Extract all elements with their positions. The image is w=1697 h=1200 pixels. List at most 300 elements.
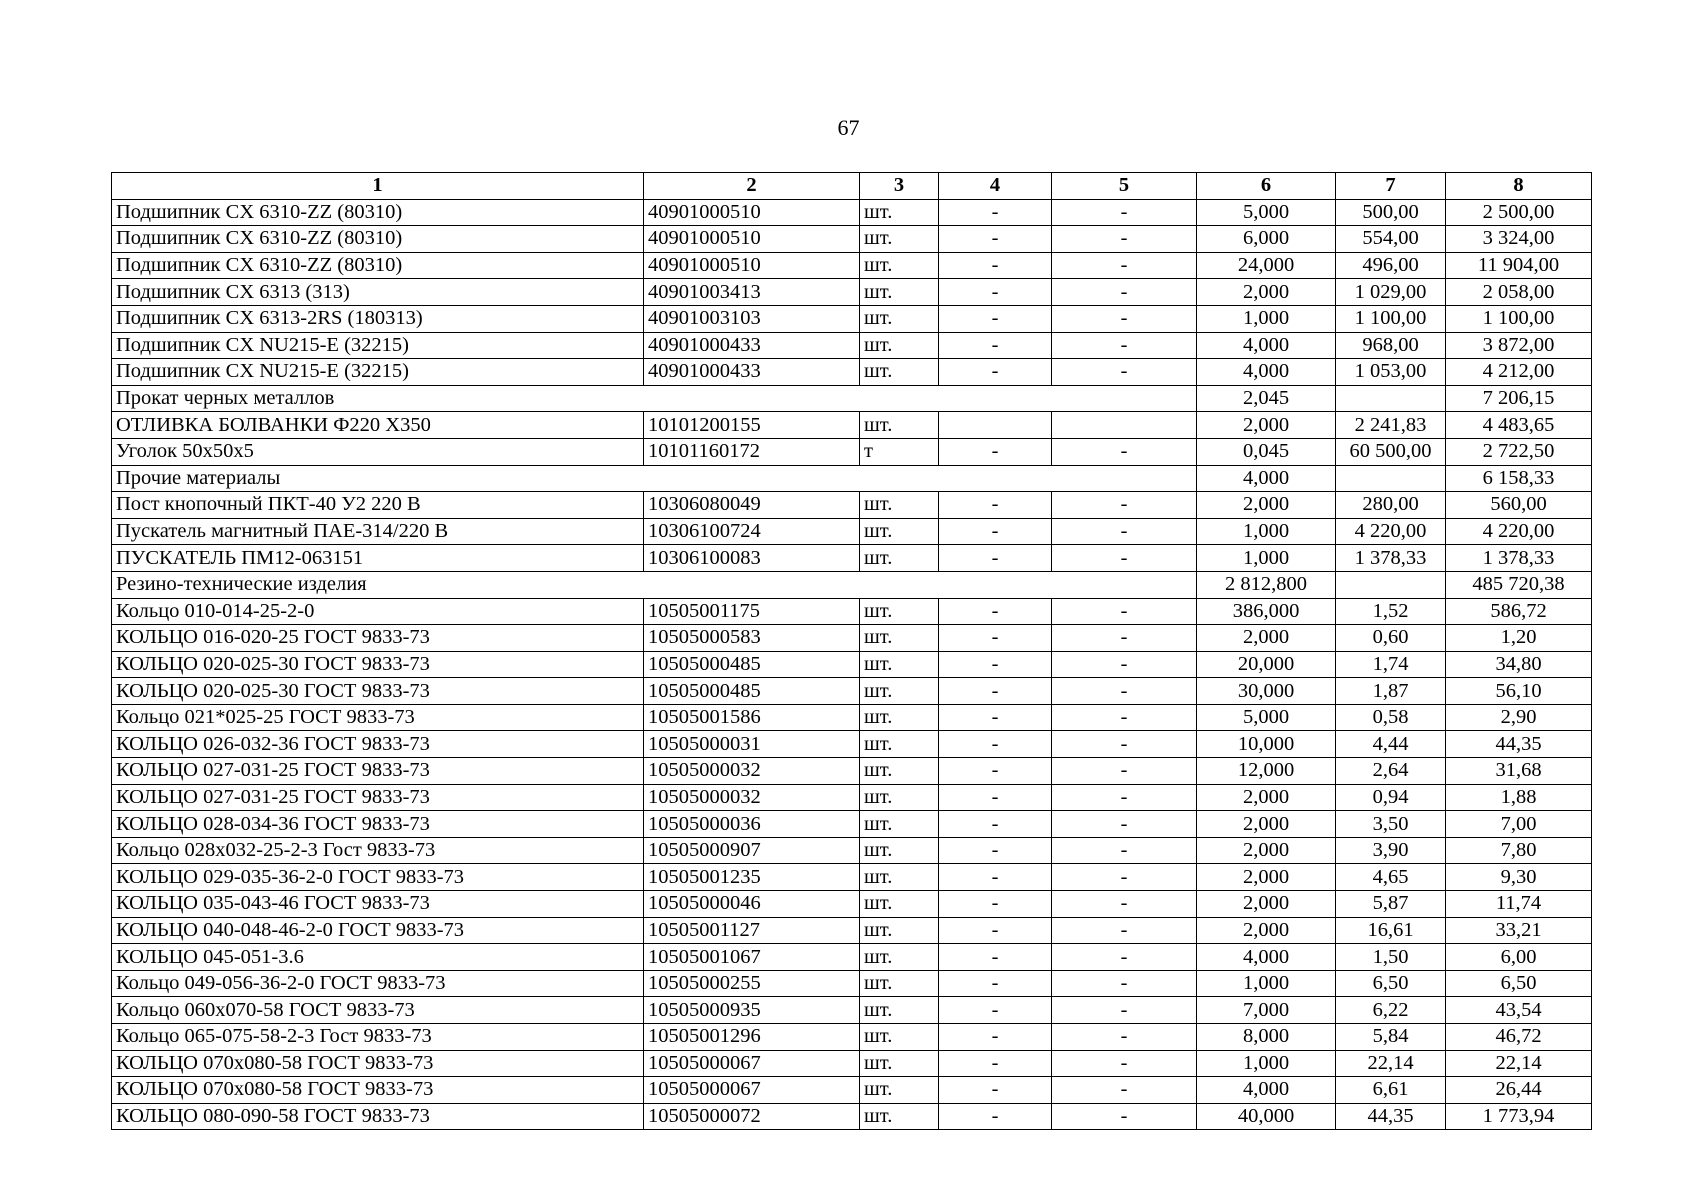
cell-c4: - xyxy=(939,1024,1052,1051)
table-row xyxy=(112,837,1592,864)
cell-name: КОЛЬЦО 045-051-3.6 xyxy=(112,944,644,971)
cell-unit: шт. xyxy=(860,678,939,705)
cell-code: 10505000255 xyxy=(644,970,860,997)
cell-c5: - xyxy=(1052,917,1197,944)
cell-c4: - xyxy=(939,1077,1052,1104)
cell-unit: шт. xyxy=(860,811,939,838)
cell-c4: - xyxy=(939,837,1052,864)
cell-c4: - xyxy=(939,305,1052,332)
cell-c5: - xyxy=(1052,811,1197,838)
cell-sum: 1 100,00 xyxy=(1446,305,1592,332)
cell-sum: 3 324,00 xyxy=(1446,226,1592,253)
cell-sum: 1 378,33 xyxy=(1446,545,1592,572)
cell-c4: - xyxy=(939,545,1052,572)
cell-c4: - xyxy=(939,492,1052,519)
cell-unit: шт. xyxy=(860,332,939,359)
table-row xyxy=(112,731,1592,758)
table-row xyxy=(112,518,1592,545)
cell-unit: шт. xyxy=(860,226,939,253)
cell-sum: 9,30 xyxy=(1446,864,1592,891)
cell-sum: 1,88 xyxy=(1446,784,1592,811)
cell-name: Прокат черных металлов xyxy=(112,385,1197,412)
cell-price: 500,00 xyxy=(1336,199,1446,226)
table-row xyxy=(112,359,1592,386)
cell-price: 16,61 xyxy=(1336,917,1446,944)
cell-c4: - xyxy=(939,226,1052,253)
column-header: 8 xyxy=(1446,173,1592,200)
page-number: 67 xyxy=(837,115,860,140)
cell-sum: 2 058,00 xyxy=(1446,279,1592,306)
cell-c4: - xyxy=(939,891,1052,918)
cell-price: 968,00 xyxy=(1336,332,1446,359)
cell-c5: - xyxy=(1052,864,1197,891)
cell-name: Подшипник CX 6313 (313) xyxy=(112,279,644,306)
cell-name: КОЛЬЦО 027-031-25 ГОСТ 9833-73 xyxy=(112,784,644,811)
cell-code: 10505000032 xyxy=(644,784,860,811)
cell-price: 1,87 xyxy=(1336,678,1446,705)
cell-c5: - xyxy=(1052,492,1197,519)
cell-sum: 7 206,15 xyxy=(1446,385,1592,412)
cell-code: 40901003413 xyxy=(644,279,860,306)
cell-unit: шт. xyxy=(860,891,939,918)
cell-code: 10101200155 xyxy=(644,412,860,439)
cell-unit: шт. xyxy=(860,412,939,439)
cell-c5: - xyxy=(1052,651,1197,678)
cell-c4: - xyxy=(939,598,1052,625)
table-row xyxy=(112,412,1592,439)
cell-code: 40901000433 xyxy=(644,332,860,359)
cell-c4: - xyxy=(939,917,1052,944)
cell-qty: 386,000 xyxy=(1197,598,1336,625)
column-header: 5 xyxy=(1052,173,1197,200)
cell-name: Пускатель магнитный ПАЕ-314/220 В xyxy=(112,518,644,545)
group-row xyxy=(112,465,1592,492)
cell-qty: 6,000 xyxy=(1197,226,1336,253)
cell-price: 5,87 xyxy=(1336,891,1446,918)
table-row xyxy=(112,1077,1592,1104)
cell-qty: 20,000 xyxy=(1197,651,1336,678)
cell-qty: 2,000 xyxy=(1197,891,1336,918)
cell-name: Кольцо 060х070-58 ГОСТ 9833-73 xyxy=(112,997,644,1024)
cell-code: 10505000067 xyxy=(644,1050,860,1077)
table-row xyxy=(112,1050,1592,1077)
cell-qty: 1,000 xyxy=(1197,1050,1336,1077)
cell-c5: - xyxy=(1052,545,1197,572)
cell-price: 22,14 xyxy=(1336,1050,1446,1077)
cell-price xyxy=(1336,571,1446,598)
table-row xyxy=(112,811,1592,838)
cell-c4 xyxy=(939,412,1052,439)
cell-name: Подшипник CX NU215-E (32215) xyxy=(112,332,644,359)
cell-qty: 2,000 xyxy=(1197,492,1336,519)
cell-price: 2,64 xyxy=(1336,758,1446,785)
cell-code: 10505000036 xyxy=(644,811,860,838)
cell-unit: шт. xyxy=(860,704,939,731)
table-row xyxy=(112,970,1592,997)
cell-name: ПУСКАТЕЛЬ ПМ12-063151 xyxy=(112,545,644,572)
cell-unit: шт. xyxy=(860,731,939,758)
table-row xyxy=(112,997,1592,1024)
column-header: 2 xyxy=(644,173,860,200)
cell-code: 10505000485 xyxy=(644,651,860,678)
cell-sum: 26,44 xyxy=(1446,1077,1592,1104)
cell-price: 1,74 xyxy=(1336,651,1446,678)
cell-c5: - xyxy=(1052,1077,1197,1104)
table-row xyxy=(112,279,1592,306)
column-header: 7 xyxy=(1336,173,1446,200)
cell-qty: 1,000 xyxy=(1197,545,1336,572)
cell-price xyxy=(1336,465,1446,492)
cell-name: Подшипник CX 6310-ZZ (80310) xyxy=(112,252,644,279)
cell-unit: шт. xyxy=(860,359,939,386)
cell-name: Кольцо 065-075-58-2-3 Гост 9833-73 xyxy=(112,1024,644,1051)
cell-sum: 33,21 xyxy=(1446,917,1592,944)
cell-c4: - xyxy=(939,252,1052,279)
table-row xyxy=(112,598,1592,625)
table-row xyxy=(112,944,1592,971)
cell-code: 10505000935 xyxy=(644,997,860,1024)
cell-price: 554,00 xyxy=(1336,226,1446,253)
cell-name: КОЛЬЦО 040-048-46-2-0 ГОСТ 9833-73 xyxy=(112,917,644,944)
cell-sum: 22,14 xyxy=(1446,1050,1592,1077)
cell-c5: - xyxy=(1052,1103,1197,1130)
cell-unit: шт. xyxy=(860,944,939,971)
cell-qty: 2 812,800 xyxy=(1197,571,1336,598)
cell-price: 60 500,00 xyxy=(1336,438,1446,465)
cell-name: Кольцо 028х032-25-2-3 Гост 9833-73 xyxy=(112,837,644,864)
cell-unit: шт. xyxy=(860,784,939,811)
cell-unit: шт. xyxy=(860,651,939,678)
cell-unit: шт. xyxy=(860,1103,939,1130)
cell-sum: 4 220,00 xyxy=(1446,518,1592,545)
cell-qty: 40,000 xyxy=(1197,1103,1336,1130)
cell-name: Пост кнопочный ПКТ-40 У2 220 В xyxy=(112,492,644,519)
cell-price: 1 100,00 xyxy=(1336,305,1446,332)
group-row xyxy=(112,571,1592,598)
cell-qty: 30,000 xyxy=(1197,678,1336,705)
cell-code: 40901000510 xyxy=(644,226,860,253)
cell-price: 4,65 xyxy=(1336,864,1446,891)
group-row xyxy=(112,385,1592,412)
cell-qty: 2,000 xyxy=(1197,864,1336,891)
cell-c4: - xyxy=(939,359,1052,386)
cell-price: 0,60 xyxy=(1336,625,1446,652)
cell-unit: шт. xyxy=(860,625,939,652)
cell-price: 4 220,00 xyxy=(1336,518,1446,545)
cell-name: Подшипник CX 6310-ZZ (80310) xyxy=(112,199,644,226)
table-row xyxy=(112,332,1592,359)
cell-price: 496,00 xyxy=(1336,252,1446,279)
cell-qty: 1,000 xyxy=(1197,305,1336,332)
cell-unit: шт. xyxy=(860,598,939,625)
cell-unit: шт. xyxy=(860,279,939,306)
table-row xyxy=(112,917,1592,944)
cell-qty: 2,000 xyxy=(1197,784,1336,811)
cell-qty: 4,000 xyxy=(1197,465,1336,492)
cell-price: 6,22 xyxy=(1336,997,1446,1024)
cell-price: 1,52 xyxy=(1336,598,1446,625)
cell-sum: 7,80 xyxy=(1446,837,1592,864)
cell-unit: шт. xyxy=(860,864,939,891)
table-row xyxy=(112,864,1592,891)
cell-code: 10505001586 xyxy=(644,704,860,731)
cell-c4: - xyxy=(939,438,1052,465)
table-row xyxy=(112,305,1592,332)
table-row xyxy=(112,252,1592,279)
cell-code: 10306100724 xyxy=(644,518,860,545)
table-row xyxy=(112,492,1592,519)
cell-sum: 560,00 xyxy=(1446,492,1592,519)
cell-unit: шт. xyxy=(860,305,939,332)
table-row xyxy=(112,758,1592,785)
cell-name: Кольцо 049-056-36-2-0 ГОСТ 9833-73 xyxy=(112,970,644,997)
cell-qty: 5,000 xyxy=(1197,704,1336,731)
cell-price: 1 029,00 xyxy=(1336,279,1446,306)
cell-c5: - xyxy=(1052,598,1197,625)
table-body xyxy=(112,199,1592,1130)
cell-unit: шт. xyxy=(860,1050,939,1077)
cell-name: КОЛЬЦО 035-043-46 ГОСТ 9833-73 xyxy=(112,891,644,918)
cell-qty: 1,000 xyxy=(1197,970,1336,997)
table-row xyxy=(112,625,1592,652)
cell-c5: - xyxy=(1052,837,1197,864)
cell-qty: 2,000 xyxy=(1197,811,1336,838)
table-row xyxy=(112,226,1592,253)
cell-code: 10505000072 xyxy=(644,1103,860,1130)
cell-sum: 4 483,65 xyxy=(1446,412,1592,439)
cell-c5: - xyxy=(1052,1024,1197,1051)
cell-unit: шт. xyxy=(860,917,939,944)
cell-sum: 2 722,50 xyxy=(1446,438,1592,465)
cell-sum: 11 904,00 xyxy=(1446,252,1592,279)
cell-unit: шт. xyxy=(860,758,939,785)
cell-price: 3,90 xyxy=(1336,837,1446,864)
cell-code: 40901000510 xyxy=(644,252,860,279)
table-row xyxy=(112,784,1592,811)
cell-price: 44,35 xyxy=(1336,1103,1446,1130)
cell-sum: 4 212,00 xyxy=(1446,359,1592,386)
cell-qty: 2,000 xyxy=(1197,279,1336,306)
cell-qty: 2,000 xyxy=(1197,837,1336,864)
cell-sum: 31,68 xyxy=(1446,758,1592,785)
cell-sum: 46,72 xyxy=(1446,1024,1592,1051)
column-header: 6 xyxy=(1197,173,1336,200)
cell-price: 0,58 xyxy=(1336,704,1446,731)
cell-qty: 12,000 xyxy=(1197,758,1336,785)
cell-unit: шт. xyxy=(860,545,939,572)
cell-name: КОЛЬЦО 070х080-58 ГОСТ 9833-73 xyxy=(112,1050,644,1077)
cell-sum: 485 720,38 xyxy=(1446,571,1592,598)
materials-table xyxy=(111,172,1592,1130)
cell-sum: 586,72 xyxy=(1446,598,1592,625)
cell-code: 40901000433 xyxy=(644,359,860,386)
cell-c4: - xyxy=(939,1103,1052,1130)
cell-c4: - xyxy=(939,784,1052,811)
cell-c4: - xyxy=(939,970,1052,997)
cell-qty: 0,045 xyxy=(1197,438,1336,465)
cell-name: КОЛЬЦО 027-031-25 ГОСТ 9833-73 xyxy=(112,758,644,785)
cell-unit: шт. xyxy=(860,492,939,519)
cell-qty: 8,000 xyxy=(1197,1024,1336,1051)
cell-qty: 5,000 xyxy=(1197,199,1336,226)
cell-c5: - xyxy=(1052,438,1197,465)
cell-price: 3,50 xyxy=(1336,811,1446,838)
cell-c4: - xyxy=(939,811,1052,838)
cell-name: Прочие материалы xyxy=(112,465,1197,492)
cell-c5: - xyxy=(1052,704,1197,731)
cell-c4: - xyxy=(939,997,1052,1024)
table-row xyxy=(112,678,1592,705)
cell-c5: - xyxy=(1052,252,1197,279)
cell-price: 5,84 xyxy=(1336,1024,1446,1051)
table-row xyxy=(112,891,1592,918)
table-row xyxy=(112,1024,1592,1051)
cell-code: 10505000067 xyxy=(644,1077,860,1104)
cell-c5: - xyxy=(1052,305,1197,332)
cell-c5: - xyxy=(1052,226,1197,253)
cell-c4: - xyxy=(939,864,1052,891)
cell-c5: - xyxy=(1052,1050,1197,1077)
table-row xyxy=(112,199,1592,226)
cell-price: 280,00 xyxy=(1336,492,1446,519)
cell-name: ОТЛИВКА БОЛВАНКИ Ф220 Х350 xyxy=(112,412,644,439)
cell-name: Кольцо 010-014-25-2-0 xyxy=(112,598,644,625)
cell-sum: 2,90 xyxy=(1446,704,1592,731)
cell-unit: т xyxy=(860,438,939,465)
cell-qty: 2,000 xyxy=(1197,625,1336,652)
cell-price: 4,44 xyxy=(1336,731,1446,758)
cell-price: 1 378,33 xyxy=(1336,545,1446,572)
cell-unit: шт. xyxy=(860,199,939,226)
cell-c4: - xyxy=(939,1050,1052,1077)
cell-name: КОЛЬЦО 029-035-36-2-0 ГОСТ 9833-73 xyxy=(112,864,644,891)
cell-sum: 3 872,00 xyxy=(1446,332,1592,359)
cell-name: Подшипник CX 6313-2RS (180313) xyxy=(112,305,644,332)
cell-name: КОЛЬЦО 020-025-30 ГОСТ 9833-73 xyxy=(112,678,644,705)
cell-unit: шт. xyxy=(860,252,939,279)
cell-code: 40901003103 xyxy=(644,305,860,332)
cell-qty: 7,000 xyxy=(1197,997,1336,1024)
cell-code: 10306100083 xyxy=(644,545,860,572)
cell-qty: 4,000 xyxy=(1197,359,1336,386)
cell-code: 10505001235 xyxy=(644,864,860,891)
cell-c5: - xyxy=(1052,731,1197,758)
cell-name: Подшипник CX NU215-E (32215) xyxy=(112,359,644,386)
table-row xyxy=(112,651,1592,678)
cell-code: 10505000583 xyxy=(644,625,860,652)
header-row xyxy=(112,173,1592,200)
cell-price xyxy=(1336,385,1446,412)
cell-price: 6,50 xyxy=(1336,970,1446,997)
cell-c5: - xyxy=(1052,359,1197,386)
cell-unit: шт. xyxy=(860,970,939,997)
cell-c4: - xyxy=(939,332,1052,359)
table-row xyxy=(112,438,1592,465)
cell-qty: 10,000 xyxy=(1197,731,1336,758)
cell-qty: 4,000 xyxy=(1197,332,1336,359)
column-header: 3 xyxy=(860,173,939,200)
cell-sum: 11,74 xyxy=(1446,891,1592,918)
cell-name: Резино-технические изделия xyxy=(112,571,1197,598)
cell-qty: 2,000 xyxy=(1197,412,1336,439)
cell-c4: - xyxy=(939,651,1052,678)
cell-name: КОЛЬЦО 026-032-36 ГОСТ 9833-73 xyxy=(112,731,644,758)
cell-unit: шт. xyxy=(860,1077,939,1104)
cell-c5: - xyxy=(1052,518,1197,545)
cell-code: 10101160172 xyxy=(644,438,860,465)
cell-sum: 6,00 xyxy=(1446,944,1592,971)
cell-c5: - xyxy=(1052,997,1197,1024)
cell-c5: - xyxy=(1052,944,1197,971)
cell-name: КОЛЬЦО 028-034-36 ГОСТ 9833-73 xyxy=(112,811,644,838)
cell-price: 1,50 xyxy=(1336,944,1446,971)
cell-qty: 24,000 xyxy=(1197,252,1336,279)
cell-code: 10505000907 xyxy=(644,837,860,864)
cell-sum: 2 500,00 xyxy=(1446,199,1592,226)
cell-name: Кольцо 021*025-25 ГОСТ 9833-73 xyxy=(112,704,644,731)
cell-sum: 56,10 xyxy=(1446,678,1592,705)
cell-c4: - xyxy=(939,199,1052,226)
cell-code: 10505001067 xyxy=(644,944,860,971)
cell-c4: - xyxy=(939,704,1052,731)
cell-name: КОЛЬЦО 020-025-30 ГОСТ 9833-73 xyxy=(112,651,644,678)
cell-price: 1 053,00 xyxy=(1336,359,1446,386)
column-header: 1 xyxy=(112,173,644,200)
cell-price: 2 241,83 xyxy=(1336,412,1446,439)
cell-unit: шт. xyxy=(860,837,939,864)
cell-c4: - xyxy=(939,758,1052,785)
cell-code: 40901000510 xyxy=(644,199,860,226)
cell-c4: - xyxy=(939,518,1052,545)
cell-c5: - xyxy=(1052,758,1197,785)
cell-c4: - xyxy=(939,279,1052,306)
cell-c4: - xyxy=(939,625,1052,652)
table-row xyxy=(112,545,1592,572)
cell-c5: - xyxy=(1052,891,1197,918)
cell-c5: - xyxy=(1052,678,1197,705)
cell-name: Подшипник CX 6310-ZZ (80310) xyxy=(112,226,644,253)
cell-unit: шт. xyxy=(860,1024,939,1051)
cell-code: 10505000032 xyxy=(644,758,860,785)
cell-c5: - xyxy=(1052,279,1197,306)
table-row xyxy=(112,1103,1592,1130)
cell-qty: 4,000 xyxy=(1197,1077,1336,1104)
cell-sum: 6 158,33 xyxy=(1446,465,1592,492)
cell-c4: - xyxy=(939,678,1052,705)
cell-sum: 34,80 xyxy=(1446,651,1592,678)
cell-sum: 1,20 xyxy=(1446,625,1592,652)
cell-code: 10505001296 xyxy=(644,1024,860,1051)
cell-name: КОЛЬЦО 016-020-25 ГОСТ 9833-73 xyxy=(112,625,644,652)
cell-qty: 2,000 xyxy=(1197,917,1336,944)
cell-price: 0,94 xyxy=(1336,784,1446,811)
cell-code: 10306080049 xyxy=(644,492,860,519)
cell-c5: - xyxy=(1052,784,1197,811)
cell-c5: - xyxy=(1052,332,1197,359)
cell-code: 10505001127 xyxy=(644,917,860,944)
cell-sum: 43,54 xyxy=(1446,997,1592,1024)
cell-name: Уголок 50х50х5 xyxy=(112,438,644,465)
table-row xyxy=(112,704,1592,731)
cell-c5: - xyxy=(1052,625,1197,652)
cell-c5: - xyxy=(1052,970,1197,997)
cell-sum: 6,50 xyxy=(1446,970,1592,997)
cell-code: 10505000031 xyxy=(644,731,860,758)
cell-price: 6,61 xyxy=(1336,1077,1446,1104)
cell-sum: 7,00 xyxy=(1446,811,1592,838)
cell-unit: шт. xyxy=(860,997,939,1024)
cell-code: 10505000485 xyxy=(644,678,860,705)
